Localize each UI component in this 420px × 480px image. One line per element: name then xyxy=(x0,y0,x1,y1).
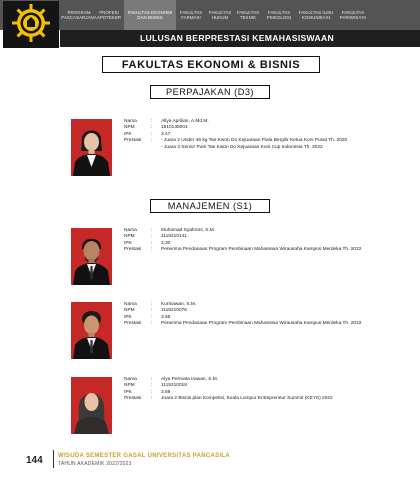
nav-item-hukum[interactable]: FAKULTAS HUKUM xyxy=(208,9,232,20)
student-achievement: Penerima Pendanaan Program Pembinaan Mahasiswa Wirausaha Kampus Merdeka Th. 2022 xyxy=(161,321,362,327)
label-nama: Nama xyxy=(124,119,137,124)
info-row-prestasi xyxy=(124,247,361,253)
nav-item-apoteker[interactable]: PROFESI APOTEKER xyxy=(96,9,122,20)
label-prestasi: Prestasi xyxy=(124,321,142,327)
student-photo xyxy=(71,377,112,434)
label-prestasi: Prestasi xyxy=(124,138,142,144)
colon: : xyxy=(151,234,153,240)
info-row-prestasi xyxy=(124,396,333,402)
student-npm: 1119210018 xyxy=(161,383,187,389)
student-info xyxy=(124,377,333,403)
colon: : xyxy=(151,389,153,395)
colon: : xyxy=(151,308,153,314)
student-ipk: 3.65 xyxy=(161,314,171,320)
nav-item-pascasarjana[interactable]: PROGRAM PASCASARJANA xyxy=(61,9,97,20)
nav-item-ilmu-komunikasi[interactable]: FAKULTAS ILMU KOMUNIKASI xyxy=(298,9,334,20)
footer-title: WISUDA SEMESTER GASAL UNIVERSITAS PANCASILA xyxy=(58,453,231,459)
colon: : xyxy=(151,321,153,327)
label-npm: NPM xyxy=(124,383,135,389)
footer-divider xyxy=(53,450,54,468)
colon: : xyxy=(151,383,153,389)
student-ipk: 3.69 xyxy=(161,389,171,395)
nav-item-psikologi[interactable]: FAKULTAS PSIKOLOGI xyxy=(266,9,292,20)
colon: : xyxy=(151,240,153,246)
colon: : xyxy=(151,314,153,320)
colon: : xyxy=(151,247,153,253)
label-ipk: IPK xyxy=(124,240,132,246)
label-nama: Nama xyxy=(124,228,137,233)
label-prestasi: Prestasi xyxy=(124,396,142,402)
student-name: Alya Permata Irawan, S.M. xyxy=(161,377,219,382)
nav-item-teknik[interactable]: FAKULTAS TEKNIK xyxy=(236,9,260,20)
label-ipk: IPK xyxy=(124,389,132,395)
colon: : xyxy=(151,125,153,131)
student-achievement: - Juara 2 Under 46 kg Tae Kwon Do Kejuaraan Piala Bergilir Ketua Koni Pusat Th. 2020 xyxy=(161,138,348,144)
colon: : xyxy=(151,377,153,382)
student-info xyxy=(124,228,361,254)
colon: : xyxy=(151,396,153,402)
section-heading-perpajakan: PERPAJAKAN (D3) xyxy=(150,85,270,99)
label-nama: Nama xyxy=(124,377,137,382)
student-achievement: Juara 2 Bisnis plan Kompetisi, Kuala Lumpur Entrepreneur Summit (KEYS) 2022 xyxy=(161,396,333,402)
nav-item-ekonomi-bisnis[interactable]: FAKULTAS EKONOMI DAN BISNIS xyxy=(124,0,176,30)
label-npm: NPM xyxy=(124,308,135,314)
top-navigation-bar xyxy=(0,0,420,30)
university-logo xyxy=(3,1,59,48)
student-npm: 1910135001 xyxy=(161,125,188,131)
student-photo xyxy=(71,228,112,285)
student-name: Muhamad Syahroni, S.M. xyxy=(161,228,216,233)
label-ipk: IPK xyxy=(124,131,132,137)
colon: : xyxy=(151,138,153,144)
student-achievement: - Juara 3 Senior Putri Tae Kwon Do Kejuaraan Koni Cup Indonesia Th. 2022 xyxy=(161,144,323,150)
student-ipk: 3.30 xyxy=(161,240,171,246)
nav-item-farmasi[interactable]: FAKULTAS FARMASI xyxy=(179,9,203,20)
info-row-prestasi xyxy=(124,321,361,327)
student-achievement: Penerima Pendanaan Program Pembinaan Mahasiswa Wirausaha Kampus Merdeka Th. 2022 xyxy=(161,247,362,253)
student-photo xyxy=(71,302,112,359)
student-name: Kurniawan, S.M. xyxy=(161,302,197,307)
student-photo xyxy=(71,119,112,176)
section-heading-manajemen: MANAJEMEN (S1) xyxy=(150,199,270,213)
page-number: 144 xyxy=(26,455,43,466)
label-npm: NPM xyxy=(124,125,135,131)
student-info xyxy=(124,119,347,151)
colon: : xyxy=(151,302,153,307)
label-prestasi: Prestasi xyxy=(124,247,142,253)
student-name: Allya Aprilian, A.Md.M. xyxy=(161,119,209,124)
label-npm: NPM xyxy=(124,234,135,240)
faculty-nav xyxy=(61,0,370,30)
nav-item-pariwisata[interactable]: FAKULTAS PARIWISATA xyxy=(339,9,367,20)
university-emblem-icon xyxy=(3,1,59,48)
faculty-heading: FAKULTAS EKONOMI & BISNIS xyxy=(102,56,320,73)
colon: : xyxy=(151,119,153,124)
colon: : xyxy=(151,228,153,233)
student-ipk: 3.47 xyxy=(161,131,171,137)
page-title: LULUSAN BERPRESTASI KEMAHASISWAAN xyxy=(139,33,334,43)
footer-subtitle: TAHUN AKADEMIK 2022/2023 xyxy=(58,461,132,467)
info-row-prestasi-2 xyxy=(124,145,347,151)
student-npm: 1119210141 xyxy=(161,234,187,240)
label-ipk: IPK xyxy=(124,314,132,320)
header-bar xyxy=(60,30,420,47)
student-info xyxy=(124,302,361,328)
label-nama: Nama xyxy=(124,302,137,307)
student-npm: 1119210076 xyxy=(161,308,187,314)
colon: : xyxy=(151,131,153,137)
